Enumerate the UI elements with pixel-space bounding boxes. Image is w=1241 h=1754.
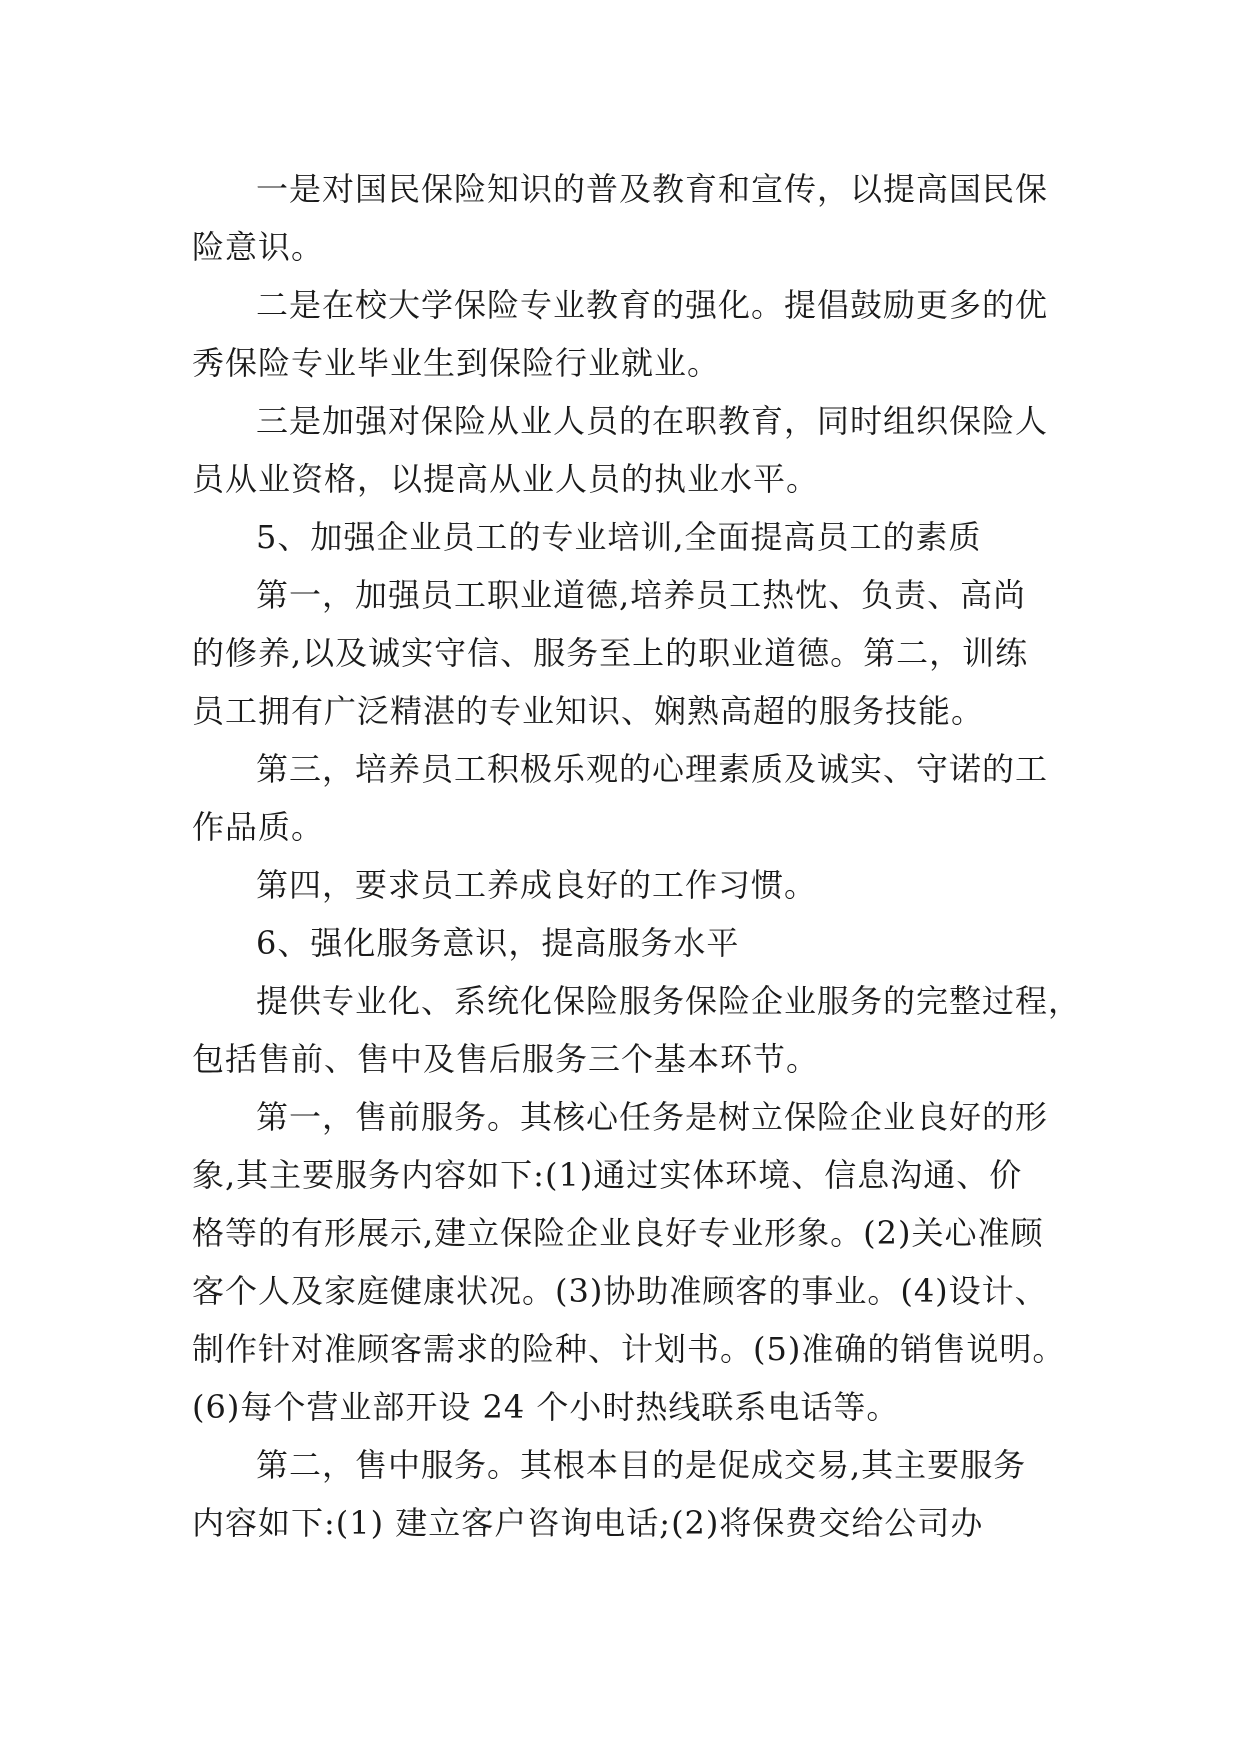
paragraph-line: 的修养,以及诚实守信、服务至上的职业道德。第二，训练 bbox=[192, 634, 1029, 672]
paragraph-line: 第一，售前服务。其核心任务是树立保险企业良好的形 bbox=[256, 1098, 1049, 1136]
section-heading-line: 6、强化服务意识，提高服务水平 bbox=[256, 924, 740, 962]
paragraph-in-sale-service bbox=[192, 1436, 1072, 1552]
paragraph-line: 第二，售中服务。其根本目的是促成交易,其主要服务 bbox=[256, 1446, 1027, 1484]
paragraph-service-process bbox=[192, 972, 1082, 1088]
paragraph-line: 第一，加强员工职业道德,培养员工热忱、负责、高尚 bbox=[256, 576, 1027, 614]
paragraph-line: 作品质。 bbox=[192, 808, 325, 846]
paragraph-line: 二是在校大学保险专业教育的强化。提倡鼓励更多的优 bbox=[256, 286, 1049, 324]
section-heading-5 bbox=[192, 508, 1072, 566]
paragraph-line: 内容如下:(1) 建立客户咨询电话;(2)将保费交给公司办 bbox=[192, 1504, 984, 1542]
paragraph-fourth bbox=[192, 856, 1072, 914]
paragraph-line: 制作针对准顾客需求的险种、计划书。(5)准确的销售说明。 bbox=[192, 1330, 1066, 1368]
paragraph-line: 第三，培养员工积极乐观的心理素质及诚实、守诺的工 bbox=[256, 750, 1049, 788]
paragraph-line: 提供专业化、系统化保险服务保险企业服务的完整过程， bbox=[256, 982, 1082, 1020]
section-heading-line: 5、加强企业员工的专业培训,全面提高员工的素质 bbox=[256, 518, 982, 556]
paragraph-university-education bbox=[192, 276, 1072, 392]
section-heading-6 bbox=[192, 914, 1072, 972]
paragraph-line: 格等的有形展示,建立保险企业良好专业形象。(2)关心准顾 bbox=[192, 1214, 1044, 1252]
paragraph-line: 员工拥有广泛精湛的专业知识、娴熟高超的服务技能。 bbox=[192, 692, 985, 730]
paragraph-line: 客个人及家庭健康状况。(3)协助准顾客的事业。(4)设计、 bbox=[192, 1272, 1048, 1310]
paragraph-first-second bbox=[192, 566, 1072, 740]
paragraph-line: 象,其主要服务内容如下:(1)通过实体环境、信息沟通、价 bbox=[192, 1156, 1023, 1194]
paragraph-line: 第四，要求员工养成良好的工作习惯。 bbox=[256, 866, 818, 904]
paragraph-line: 秀保险专业毕业生到保险行业就业。 bbox=[192, 344, 721, 382]
paragraph-line: 三是加强对保险从业人员的在职教育，同时组织保险人 bbox=[256, 402, 1049, 440]
document-body bbox=[192, 160, 1082, 1552]
paragraph-line: 员从业资格，以提高从业人员的执业水平。 bbox=[192, 460, 820, 498]
paragraph-line: 一是对国民保险知识的普及教育和宣传，以提高国民保 bbox=[256, 170, 1049, 208]
paragraph-staff-training bbox=[192, 392, 1072, 508]
paragraph-line: 险意识。 bbox=[192, 228, 325, 266]
paragraph-line: 包括售前、售中及售后服务三个基本环节。 bbox=[192, 1040, 820, 1078]
paragraph-line: (6)每个营业部开设 24 个小时热线联系电话等。 bbox=[192, 1388, 900, 1426]
paragraph-pre-sale-service bbox=[192, 1088, 1072, 1436]
paragraph-third bbox=[192, 740, 1072, 856]
paragraph-public-education bbox=[192, 160, 1072, 276]
